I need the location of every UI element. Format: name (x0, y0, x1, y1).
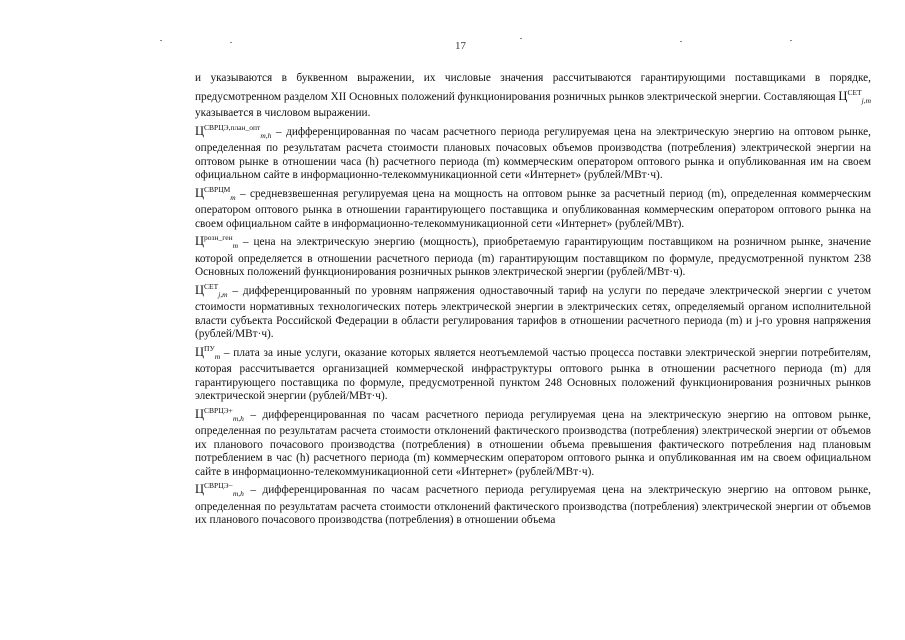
intro-paragraph (195, 72, 871, 121)
definition-text: – плата за иные услуги, оказание которых является неотъемлемой частью процесса поставки электрической энергии потребителям, которая рассчитывается организацией коммерческой инфраструктуры оптового рынка в отношении расчетного периода (m) для гарантирующего поставщика по формуле, предусмотренной пунктом 248 Основных положений функционирования розничных рынков электрической энергии (рублей/МВт·ч). (195, 346, 871, 402)
formula-symbol: $Ц^{ПУ}_m$ (195, 343, 221, 361)
document-body (195, 72, 871, 528)
definition-paragraph (195, 183, 871, 232)
definition-text: – дифференцированный по уровням напряжения одноставочный тариф на услуги по передаче электрической энергии с учетом стоимости нормативных технологических потерь электрической энергии в электрических сетях, определяемый органом исполнительной власти субъекта Российской Федерации в области регулирования тарифов в отношении расчетного периода (m) и j-го уровня напряжения (рублей/МВт·ч). (195, 284, 871, 340)
page-number: 17 (455, 40, 466, 52)
formula-symbol: $Ц^{СВРЦЭ-}_{m,h}$ (195, 481, 244, 498)
scan-speck (160, 40, 162, 41)
formula-symbol: $Ц^{СВРЦЭ,план\_опт}_{m,h}$ (195, 122, 272, 140)
definition-paragraph (195, 280, 871, 342)
scan-speck (520, 38, 522, 39)
definition-text: – дифференцированная по часам расчетного периода регулируемая цена на электрическую энергию на оптовом рынке, определенная по результатам расчета стоимости отклонений фактического производства (потребления) электрической энергии от объемов их планового почасового производства (потребления) в отношении объема (195, 484, 871, 526)
definition-paragraph (195, 121, 871, 183)
formula-symbol: $Ц^{СЕТ}_{j,m}$ (838, 87, 871, 105)
formula-symbol: $Ц^{СЕТ}_{j,m}$ (195, 281, 228, 299)
definition-paragraph (195, 404, 871, 480)
definition-paragraph (195, 342, 871, 404)
scan-speck (230, 42, 232, 43)
definition-text: – цена на электрическую энергию (мощность), приобретаемую гарантирующим поставщиком на розничном рынке, значение которой определяется в отношении расчетного периода (m) гарантирующим поставщиком по формуле, предусмотренной пунктом 238 Основных положений функционирования розничных рынков электрической энергии (рублей/МВт·ч). (195, 236, 871, 278)
formula-symbol: $Ц^{СВРЦМ}_m$ (195, 184, 236, 202)
intro-text-before: и указываются в буквенном выражении, их числовые значения рассчитываются гарантирующими поставщиками в порядке, предусмотренном разделом XII Основных положений функционирования розничных рынков электрической энергии. Составляющая (195, 72, 871, 103)
formula-symbol: $Ц^{СВРЦЭ+}_{m,h}$ (195, 405, 244, 423)
scan-speck (790, 40, 792, 41)
definition-text: – дифференцированная по часам расчетного периода регулируемая цена на электрическую энергию на оптовом рынке, определенная по результатам расчета стоимости плановых почасовых объемов производства (потребления) электрической энергии на оптовом рынке в отношении часа (h) расчетного периода (m) коммерческим оператором оптового рынка и опубликованная им на своем официальном сайте в информационно-телекоммуникационной сети «Интернет» (рублей/МВт·ч). (195, 125, 871, 181)
definition-text: – средневзвешенная регулируемая цена на мощность на оптовом рынке за расчетный период (m), определенная коммерческим оператором оптового рынка в отношении гарантирующего поставщика и опубликованная коммерческим оператором оптового рынка на своем официальном сайте в информационно-телекоммуникационной сети «Интернет» (рублей/МВт). (195, 187, 871, 230)
intro-text-after: указывается в числовом выражении. (195, 107, 371, 119)
definition-text: – дифференцированная по часам расчетного периода регулируемая цена на электрическую энергию на оптовом рынке, определенная по результатам расчета стоимости отклонений фактического производства (потребления) электрической энергии от объемов их планового почасового производства (потребления) в отношении объема превышения фактического потребления над плановым потреблением в час (h) расчетного периода (m) коммерческим оператором оптового рынка и опубликованная им на своем официальном сайте в информационно-телекоммуникационной сети «Интернет» (рублей/МВт·ч). (195, 408, 871, 478)
formula-symbol: $Ц^{розн\_ген}_m$ (195, 233, 238, 250)
scan-speck (680, 41, 682, 42)
definition-paragraph (195, 479, 871, 528)
definition-paragraph (195, 231, 871, 280)
